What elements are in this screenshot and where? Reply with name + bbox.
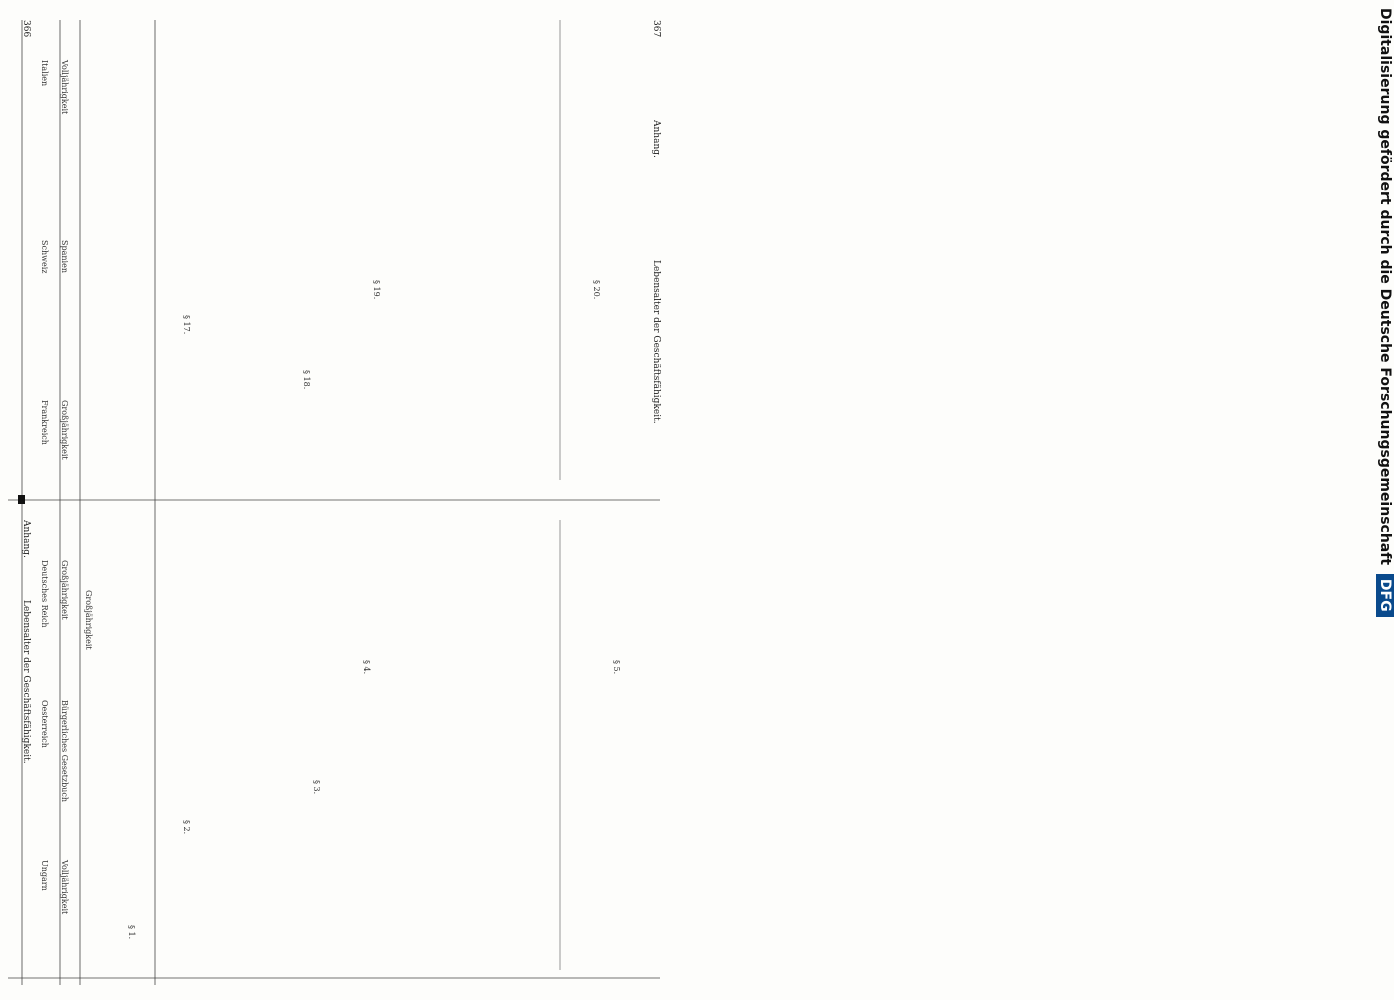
section-heading: Großjährigkeit xyxy=(84,590,93,650)
dfg-logo-icon: DFG xyxy=(1376,574,1394,617)
article-ref: § 17. xyxy=(182,315,191,335)
page-title-left: Lebensalter der Geschäftsfähigkeit. xyxy=(21,600,31,764)
article-ref: § 18. xyxy=(302,370,311,390)
col-header: Ungarn xyxy=(40,860,49,891)
article-ref: § 4. xyxy=(362,660,371,675)
col-header: Volljährigkeit xyxy=(60,860,69,915)
page-number-right: 367 xyxy=(651,20,661,38)
banner-text: Digitalisierung gefördert durch die Deutsche Forschungsgemeinschaft xyxy=(1377,8,1393,566)
digitization-banner xyxy=(682,0,1393,1000)
col-header: Italien xyxy=(40,60,49,87)
col-header: Großjährigkeit xyxy=(60,560,69,620)
article-ref: § 20. xyxy=(592,280,601,300)
col-header: Frankreich xyxy=(40,400,49,445)
page-title-right: Lebensalter der Geschäftsfähigkeit. xyxy=(651,260,661,424)
col-header: Volljährigkeit xyxy=(60,60,69,115)
article-ref: § 19. xyxy=(372,280,381,300)
col-header: Deutsches Reich xyxy=(40,560,49,628)
banner-text-wrap xyxy=(1376,8,1394,617)
article-ref: § 3. xyxy=(312,780,321,795)
running-header-right: Anhang. xyxy=(651,120,661,158)
col-header: Bürgerliches Gesetzbuch xyxy=(60,700,69,802)
col-header: Oesterreich xyxy=(40,700,49,748)
page-number-left: 366 xyxy=(21,20,31,38)
article-ref: § 2. xyxy=(182,820,191,835)
article-ref: § 5. xyxy=(612,660,621,675)
col-header: Spanien xyxy=(60,240,69,273)
col-header: Großjährigkeit xyxy=(60,400,69,460)
col-header: Schweiz xyxy=(40,240,49,274)
scan-mark xyxy=(18,495,25,504)
article-ref: § 1. xyxy=(127,925,136,940)
running-header-left: Anhang. xyxy=(21,520,31,558)
